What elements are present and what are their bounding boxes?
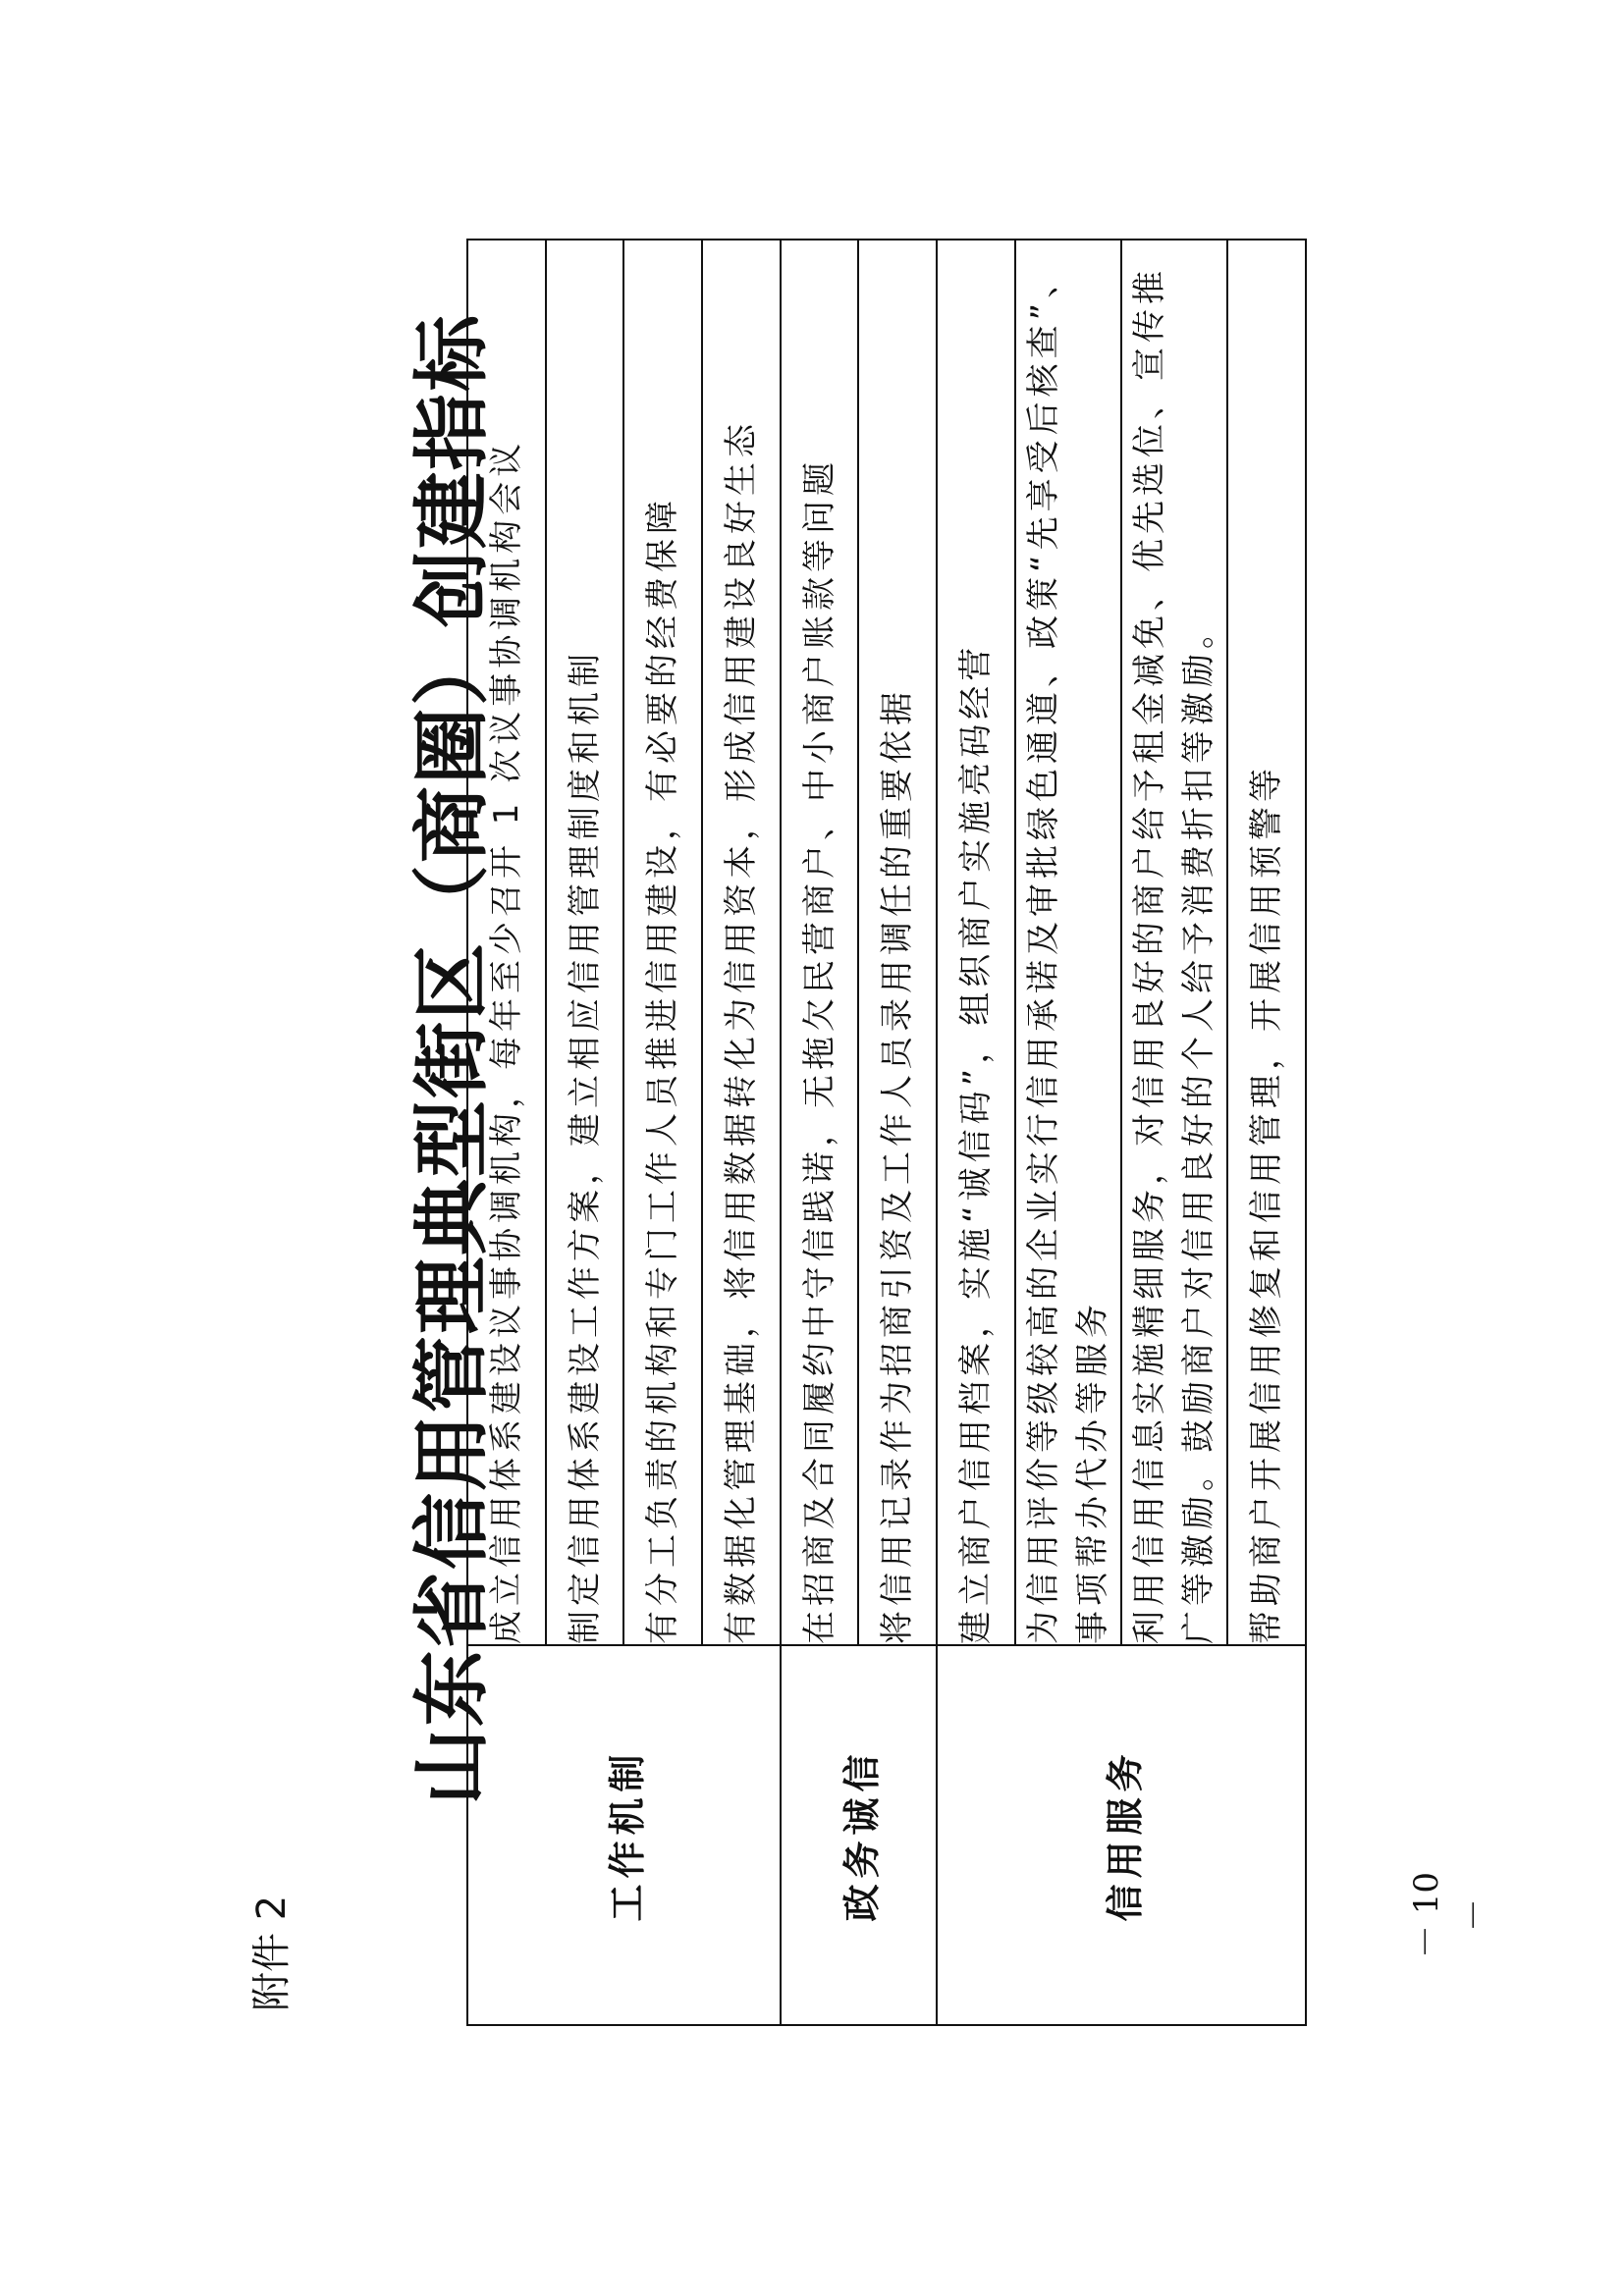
indicator-item: 为信用评价等级较高的企业实行信用承诺及审批绿色通道、政策“先享受后核查”、事项帮办代办等服务	[1015, 240, 1121, 1645]
indicator-item: 利用信用信息实施精细服务，对信用良好的商户给予租金减免、优先选位、宣传推广等激励。鼓励商户对信用良好的个人给予消费折扣等激励。	[1121, 240, 1227, 1645]
indicator-item: 在招商及合同履约中守信践诺，无拖欠民营商户、中小商户账款等问题	[781, 240, 859, 1645]
page-number: － 10 －	[1407, 1871, 1494, 1959]
category-cell: 政务诚信	[781, 1645, 937, 2025]
attachment-label: 附件 2	[249, 1895, 295, 2011]
indicator-item: 有数据化管理基础，将信用数据转化为信用资本，形成信用建设良好生态	[702, 240, 781, 1645]
indicator-item: 有分工负责的机构和专门工作人员推进信用建设，有必要的经费保障	[623, 240, 702, 1645]
indicator-item: 帮助商户开展信用修复和信用管理，开展信用预警等	[1227, 240, 1306, 1645]
category-cell: 工作机制	[467, 1645, 781, 2025]
indicator-item: 建立商户信用档案，实施“诚信码”，组织商户实施亮码经营	[937, 240, 1015, 1645]
indicator-item: 制定信用体系建设工作方案，建立相应信用管理制度和机制	[546, 240, 624, 1645]
table-row	[467, 240, 546, 2025]
table-row	[937, 240, 1015, 2025]
indicator-item: 成立信用体系建设议事协调机构，每年至少召开 1 次议事协调机构会议	[467, 240, 546, 1645]
indicator-table	[466, 239, 1307, 2026]
indicator-item: 将信用记录作为招商引资及工作人员录用调任的重要依据	[858, 240, 937, 1645]
table-row	[781, 240, 859, 2025]
category-cell: 信用服务	[937, 1645, 1306, 2025]
document-title: 山东省信用管理典型街区（商圈）创建指标	[407, 313, 497, 1806]
